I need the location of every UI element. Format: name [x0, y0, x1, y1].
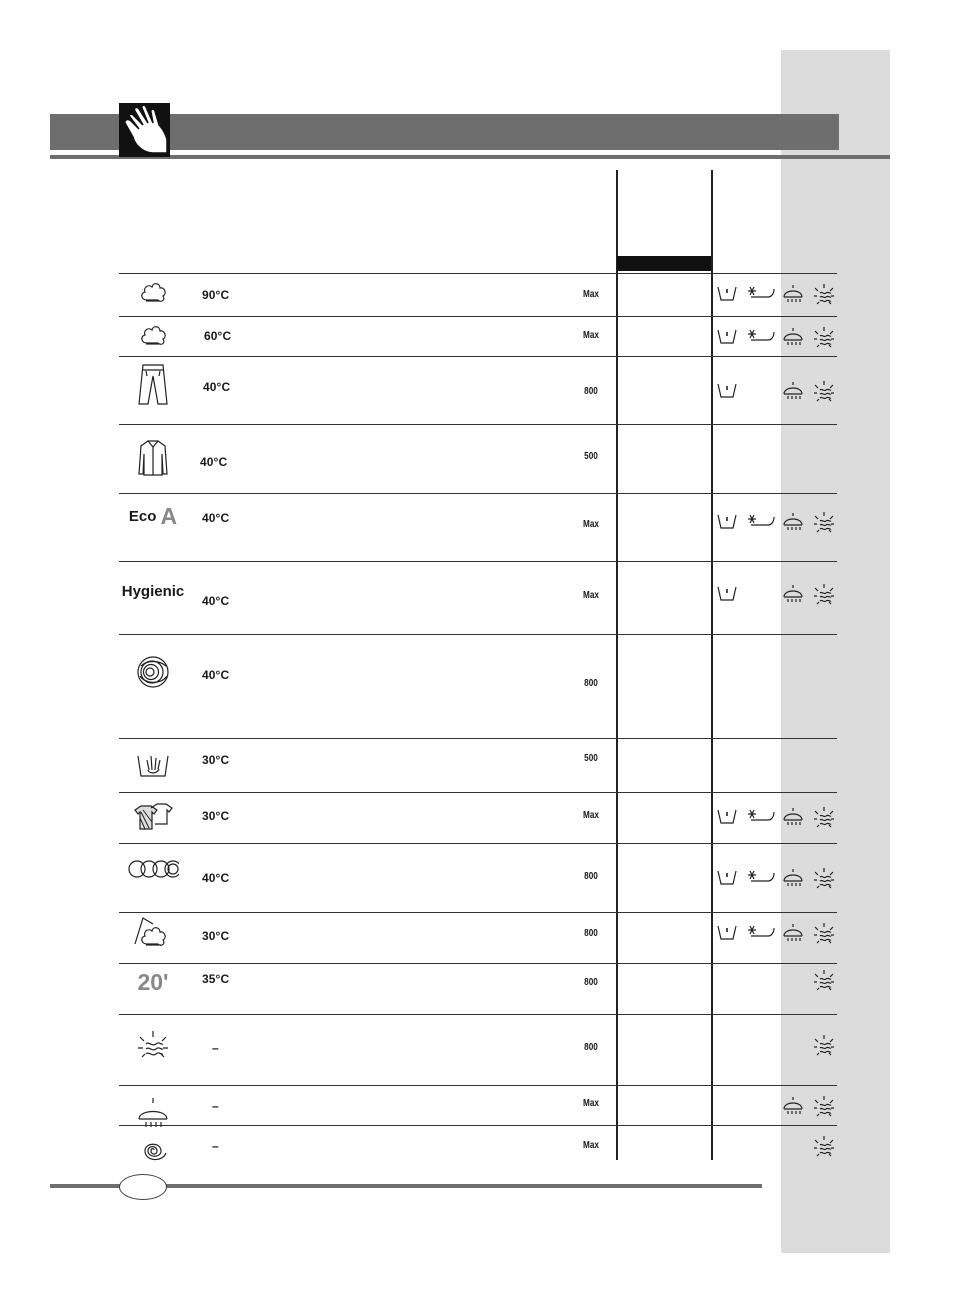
- row-divider: [119, 1125, 837, 1126]
- eco-label: Eco: [128, 508, 157, 525]
- option-icons: [716, 634, 838, 656]
- table-row: [0, 963, 953, 1014]
- temperature: 30°C: [202, 809, 230, 823]
- temperature: 60°C: [204, 329, 232, 343]
- temperature: 90°C: [202, 288, 230, 302]
- row-divider: [119, 356, 837, 357]
- header-rule: [50, 155, 890, 159]
- temperature: 30°C: [202, 929, 230, 943]
- temperature: –: [212, 1099, 219, 1113]
- table-row: [0, 561, 953, 634]
- hand-icon: [119, 103, 170, 157]
- row-divider: [119, 963, 837, 964]
- table-row: [0, 273, 953, 316]
- cotton-icon: [119, 322, 187, 348]
- option-icons: [716, 1095, 838, 1117]
- option-icons: [716, 380, 838, 402]
- quick-20-label: 20': [137, 969, 169, 995]
- table-row: [0, 912, 953, 963]
- temperature: 40°C: [200, 455, 228, 469]
- spin-speed: Max: [583, 289, 599, 300]
- dry-icon: [119, 1028, 187, 1062]
- option-icons: [716, 738, 838, 760]
- row-divider: [119, 1014, 837, 1015]
- option-icons: [716, 583, 838, 605]
- header-black-block: [617, 256, 711, 271]
- quick-20-icon: [119, 969, 187, 996]
- cotton-icon: [119, 279, 187, 305]
- temperature: 40°C: [202, 871, 230, 885]
- option-icons: [716, 1034, 838, 1056]
- table-row: [0, 356, 953, 424]
- table-row: [0, 792, 953, 843]
- temperature: –: [212, 1041, 219, 1055]
- shirt-icon: [119, 438, 187, 478]
- option-icons: [716, 806, 838, 828]
- option-icons: [716, 867, 838, 889]
- option-icons: [716, 424, 838, 446]
- row-divider: [119, 912, 837, 913]
- row-divider: [119, 316, 837, 317]
- temperature: –: [212, 1139, 219, 1153]
- spin-speed: 800: [584, 928, 598, 939]
- row-divider: [119, 843, 837, 844]
- table-row: [0, 424, 953, 493]
- spin-speed: 800: [584, 678, 598, 689]
- row-divider: [119, 424, 837, 425]
- table-row: [0, 843, 953, 912]
- delicate-cotton-icon: [119, 914, 187, 954]
- temperature: 35°C: [202, 972, 230, 986]
- jeans-icon: [119, 362, 187, 406]
- option-icons: [716, 922, 838, 944]
- row-divider: [119, 1085, 837, 1086]
- spin-speed: Max: [583, 590, 599, 601]
- spin-speed: 500: [584, 451, 598, 462]
- eco-a-icon: [119, 503, 187, 530]
- row-divider: [119, 273, 837, 274]
- table-row: [0, 634, 953, 738]
- spin-speed: 500: [584, 753, 598, 764]
- mixed-clothes-icon: [119, 802, 187, 830]
- temperature: 40°C: [203, 380, 231, 394]
- spin-speed: Max: [583, 1140, 599, 1151]
- hygienic-label: Hygienic: [121, 583, 185, 600]
- row-divider: [119, 634, 837, 635]
- spin-speed: 800: [584, 386, 598, 397]
- option-icons: [716, 969, 838, 991]
- page-number-oval: [119, 1174, 167, 1200]
- rinse-icon: [119, 1095, 187, 1129]
- hygienic-icon: [119, 583, 187, 600]
- spin-speed: Max: [583, 519, 599, 530]
- spin-speed: Max: [583, 1098, 599, 1109]
- spin-speed: 800: [584, 1042, 598, 1053]
- table-row: [0, 316, 953, 356]
- spin-speed: 800: [584, 977, 598, 988]
- option-icons: [716, 1135, 838, 1157]
- table-row: [0, 1014, 953, 1085]
- table-row: [0, 738, 953, 792]
- handwash-icon: [119, 748, 187, 780]
- table-row: [0, 1125, 953, 1162]
- rings-icon: [119, 857, 187, 881]
- spin-speed: 800: [584, 871, 598, 882]
- table-row: [0, 1085, 953, 1125]
- row-divider: [119, 493, 837, 494]
- temperature: 40°C: [202, 668, 230, 682]
- wool-icon: [119, 654, 187, 690]
- temperature: 40°C: [202, 594, 230, 608]
- spin-speed: Max: [583, 330, 599, 341]
- eco-a-label: A: [160, 503, 178, 529]
- spin-icon: [119, 1133, 187, 1167]
- table-row: [0, 493, 953, 561]
- option-icons: [716, 511, 838, 533]
- row-divider: [119, 561, 837, 562]
- temperature: 30°C: [202, 753, 230, 767]
- spin-speed: Max: [583, 810, 599, 821]
- row-divider: [119, 738, 837, 739]
- row-divider: [119, 792, 837, 793]
- option-icons: [716, 326, 838, 348]
- option-icons: [716, 283, 838, 305]
- temperature: 40°C: [202, 511, 230, 525]
